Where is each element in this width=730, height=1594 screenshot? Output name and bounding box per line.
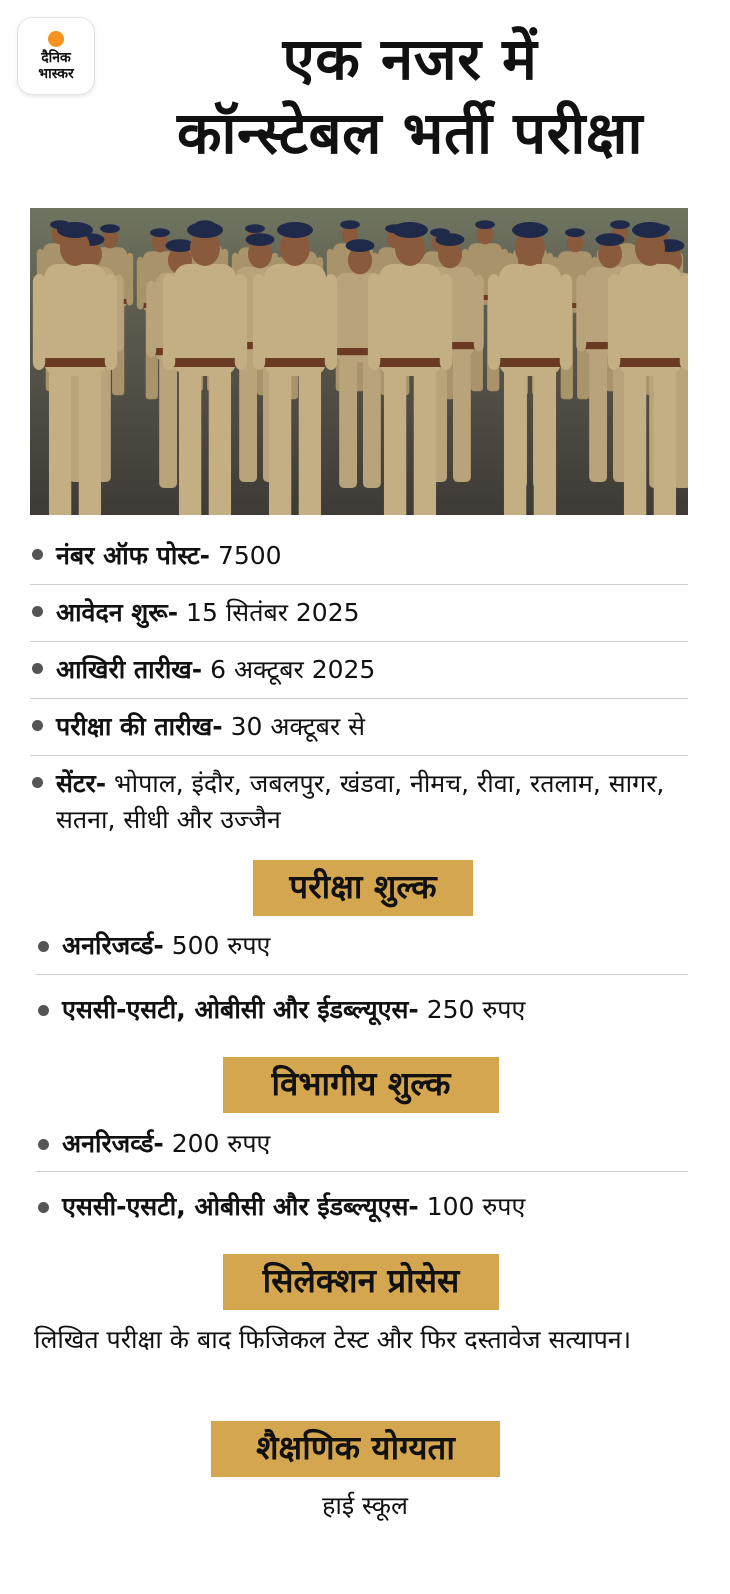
fact-value: 6 अक्टूबर 2025 — [202, 655, 376, 684]
dept-fee-reserved — [36, 1172, 688, 1242]
fee-key: अनरिजर्व्ड- — [62, 931, 164, 960]
bullet-icon — [38, 1202, 49, 1213]
logo-sun-icon — [48, 31, 64, 47]
title-line-1: एक नजर में — [282, 25, 538, 93]
fee-value: 100 रुपए — [418, 1192, 526, 1221]
logo-line-2: भास्कर — [38, 65, 74, 82]
fact-key: आवेदन शुरू- — [56, 598, 179, 627]
bullet-icon — [32, 663, 43, 674]
bullet-icon — [38, 1139, 49, 1150]
fact-value: 7500 — [210, 541, 282, 570]
selection-process-heading: सिलेक्शन प्रोसेस — [223, 1254, 499, 1310]
education-text: हाई स्कूल — [322, 1491, 408, 1520]
fact-key: परीक्षा की तारीख- — [56, 712, 223, 741]
fact-value: 30 अक्टूबर से — [222, 712, 366, 741]
fact-exam-date — [30, 699, 688, 756]
key-facts-list — [30, 528, 688, 848]
exam-fee-reserved — [36, 975, 688, 1045]
fee-key: एससी-एसटी, ओबीसी और ईडब्ल्यूएस- — [62, 1192, 419, 1221]
fee-value: 500 रुपए — [163, 931, 271, 960]
dept-fee-unreserved — [36, 1116, 688, 1172]
dept-fee-heading: विभागीय शुल्क — [223, 1057, 499, 1113]
bullet-icon — [38, 941, 49, 952]
dept-fee-list — [36, 1116, 688, 1242]
page-title — [110, 22, 710, 170]
police-constables-photo — [30, 208, 688, 515]
fact-application-start — [30, 585, 688, 642]
fee-value: 250 रुपए — [418, 995, 526, 1024]
education-heading: शैक्षणिक योग्यता — [211, 1421, 500, 1477]
fact-value: भोपाल, इंदौर, जबलपुर, खंडवा, नीमच, रीवा, रतलाम, सागर, सतना, सीधी और उज्जैन — [56, 769, 665, 834]
exam-fee-unreserved — [36, 918, 688, 975]
fact-centers — [30, 756, 688, 848]
fact-key: सेंटर- — [56, 769, 107, 798]
bullet-icon — [38, 1005, 49, 1016]
fact-value: 15 सितंबर 2025 — [178, 598, 360, 627]
photo-illustration — [30, 208, 688, 515]
fee-key: एससी-एसटी, ओबीसी और ईडब्ल्यूएस- — [62, 995, 419, 1024]
bullet-icon — [32, 549, 43, 560]
fee-value: 200 रुपए — [163, 1129, 271, 1158]
fee-key: अनरिजर्व्ड- — [62, 1129, 164, 1158]
fact-posts — [30, 528, 688, 585]
bullet-icon — [32, 606, 43, 617]
exam-fee-list — [36, 918, 688, 1045]
exam-fee-heading: परीक्षा शुल्क — [253, 860, 473, 916]
fact-last-date — [30, 642, 688, 699]
selection-process-text: लिखित परीक्षा के बाद फिजिकल टेस्ट और फिर दस्तावेज सत्यापन। — [34, 1325, 632, 1354]
bullet-icon — [32, 720, 43, 731]
fact-key: नंबर ऑफ पोस्ट- — [56, 541, 211, 570]
title-line-2: कॉन्स्टेबल भर्ती परीक्षा — [176, 99, 644, 167]
fact-key: आखिरी तारीख- — [56, 655, 203, 684]
logo-line-1: दैनिक — [41, 49, 71, 66]
dainik-bhaskar-logo — [18, 18, 94, 94]
bullet-icon — [32, 777, 43, 788]
